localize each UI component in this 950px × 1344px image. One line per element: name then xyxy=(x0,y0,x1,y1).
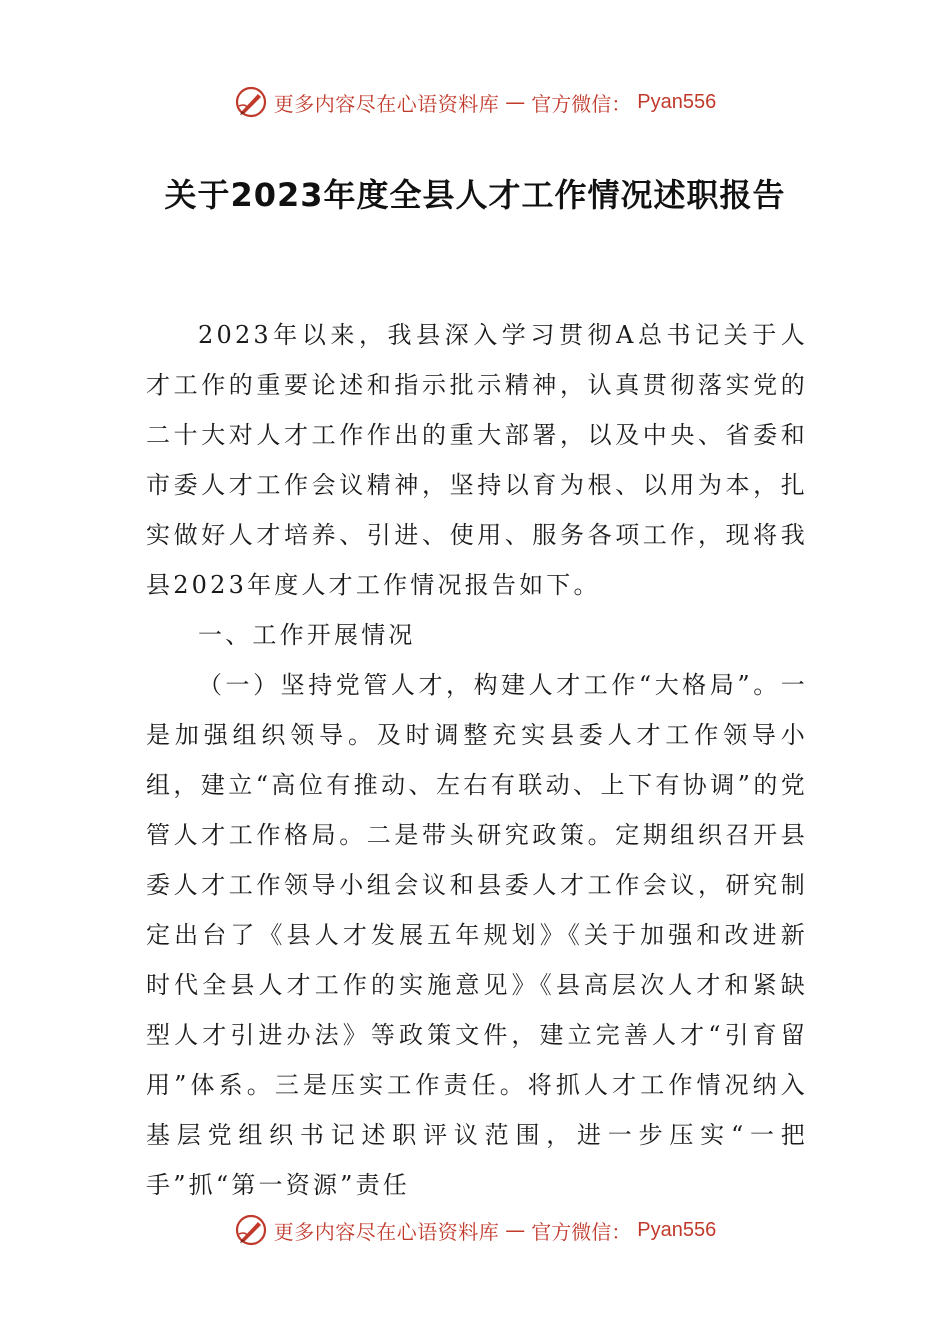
watermark-site-text: 更多内容尽在心语资料库 xyxy=(273,1219,500,1244)
pen-logo-icon xyxy=(234,1213,268,1247)
document-body xyxy=(146,310,808,1210)
watermark-header xyxy=(0,82,950,122)
watermark-footer xyxy=(0,1210,950,1250)
watermark-wechat-id: Pyan556 xyxy=(637,1218,717,1241)
watermark-separator: — xyxy=(505,90,526,114)
section-heading: 一、工作开展情况 xyxy=(198,621,416,649)
watermark-separator: — xyxy=(505,1218,526,1242)
pen-logo-icon xyxy=(234,85,268,119)
watermark-wechat-label: 官方微信： xyxy=(531,91,632,116)
document-title: 关于2023年度全县人才工作情况述职报告 xyxy=(164,176,786,214)
watermark-wechat-label: 官方微信： xyxy=(531,1219,632,1244)
intro-paragraph: 2023年以来，我县深入学习贯彻A总书记关于人才工作的重要论述和指示批示精神，认真贯彻落实党的二十大对人才工作作出的重大部署，以及中央、省委和市委人才工作会议精神，坚持以育为根、以用为本，扎实做好人才培养、引进、使用、服务各项工作，现将我县2023年度人才工作情况报告如下。 xyxy=(146,321,808,599)
watermark-wechat-id: Pyan556 xyxy=(637,90,717,113)
body-paragraph: （一）坚持党管人才，构建人才工作“大格局”。一是加强组织领导。及时调整充实县委人才工作领导小组，建立“高位有推动、左右有联动、上下有协调”的党管人才工作格局。二是带头研究政策。定期组织召开县委人才工作领导小组会议和县委人才工作会议，研究制定出台了《县人才发展五年规划》《关于加强和改进新时代全县人才工作的实施意见》《县高层次人才和紧缺型人才引进办法》等政策文件，建立完善人才“引育留用”体系。三是压实工作责任。将抓人才工作情况纳入基层党组织书记述职评议范围，进一步压实“一把手”抓“第一资源”责任 xyxy=(146,671,808,1199)
watermark-site-text: 更多内容尽在心语资料库 xyxy=(273,91,500,116)
